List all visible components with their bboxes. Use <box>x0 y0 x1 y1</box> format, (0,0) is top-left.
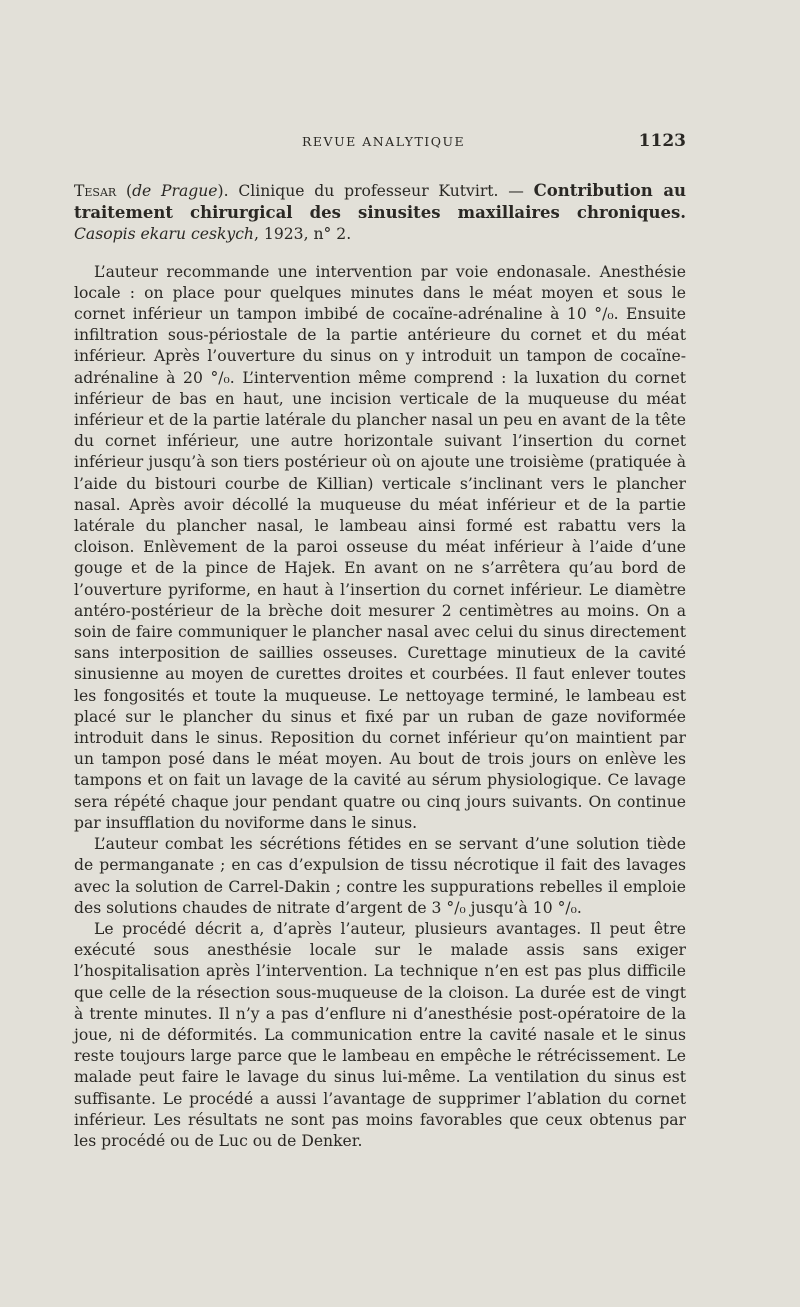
author-place: de Prague <box>132 182 218 200</box>
body-paragraph-2: L’auteur combat les sécrétions fétides en se servant d’une solution tiède de permanganate ; en cas d’expulsion de tissu nécrotique il fait des lavages avec la solution de Carrel-Dakin ; contre les suppurations rebelles il emploie des solutions chaudes de nitrate d’argent de 3 °/₀ jusqu’à 10 °/₀. <box>74 835 686 917</box>
article-heading <box>74 180 686 246</box>
affiliation-text: ). Clinique du professeur Kutvirt. — <box>217 182 534 200</box>
article-title: Contribution au traitement chirurgical des sinusites maxillaires chroniques. <box>74 181 687 223</box>
running-title: REVUE ANALYTIQUE <box>302 134 466 149</box>
author-name: Tesar <box>74 182 117 200</box>
article <box>74 180 686 1152</box>
body-paragraph-1: L’auteur recommande une intervention par voie endonasale. Anesthésie locale : on place pour quelques minutes dans le méat moyen et sous le cornet inférieur un tampon imbibé de cocaïne-adrénaline à 10 °/₀. Ensuite infiltration sous-périostale de la partie antérieure du cornet et du méat inférieur. Après l’ouverture du sinus on y introduit un tampon de cocaïne-adrénaline à 20 °/₀. L’intervention même comprend : la luxation du cornet inférieur de bas en haut, une incision verticale de la muqueuse du méat inférieur et de la partie latérale du plancher nasal un peu en avant de la tête du cornet inférieur, une autre horizontale suivant l’insertion du cornet inférieur jusqu’à son tiers postérieur où on ajoute une troisième (pratiquée à l’aide du bistouri courbe de Killian) verticale s’inclinant vers le plancher nasal. Après avoir décollé la muqueuse du méat inférieur et de la partie latérale du plancher nasal, le lambeau ainsi formé est rabattu vers la cloison. Enlèvement de la paroi osseuse du méat inférieur à l’aide d’une gouge et de la pince de Hajek. En avant on ne s’arrêtera qu’au bord de l’ouverture pyriforme, en haut à l’insertion du cornet inférieur. Le diamètre antéro-postérieur de la brèche doit mesurer 2 centimètres au moins. On a soin de faire communiquer le plancher nasal avec celui du sinus directement sans interposition de saillies osseuses. Curettage minutieux de la cavité sinusienne au moyen de curettes droites et courbées. Il faut enlever toutes les fongosités et toute la muqueuse. Le nettoyage terminé, le lambeau est placé sur le plancher du sinus et fixé par un ruban de gaze noviformée introduit dans le sinus. Reposition du cornet inférieur qu’on maintient par un tampon posé dans le méat moyen. Au bout de trois jours on enlève les tampons et on fait un lavage de la cavité au sérum physiologique. Ce lavage sera répété chaque jour pendant quatre ou cinq jours suivants. On continue par insufflation du noviforme dans le sinus. <box>74 262 686 832</box>
spacer <box>74 246 686 262</box>
body-paragraph-3: Le procédé décrit a, d’après l’auteur, plusieurs avantages. Il peut être exécuté sous anesthésie locale sur le malade assis sans exiger l’hospitalisation après l’intervention. La technique n’en est pas plus difficile que celle de la résection sous-muqueuse de la cloison. La durée est de vingt à trente minutes. Il n’y a pas d’enflure ni d’anesthésie post-opératoire de la joue, ni de déformités. La communication entre la cavité nasale et le sinus reste toujours large parce que le lambeau en empêche le rétrécissement. Le malade peut faire le lavage du sinus lui-même. La ventilation du sinus est suffisante. Le procédé a aussi l’avantage de supprimer l’ablation du cornet inférieur. Les résultats ne sont pas moins favorables que ceux obtenus par les procédé ou de Luc ou de Denker. <box>74 919 686 1150</box>
running-head <box>72 131 686 153</box>
page-number: 1123 <box>638 131 686 151</box>
citation: , 1923, n° 2. <box>253 225 352 244</box>
affiliation-open: ( <box>116 182 133 200</box>
journal-name: Casopis ekaru ceskych <box>74 225 254 244</box>
